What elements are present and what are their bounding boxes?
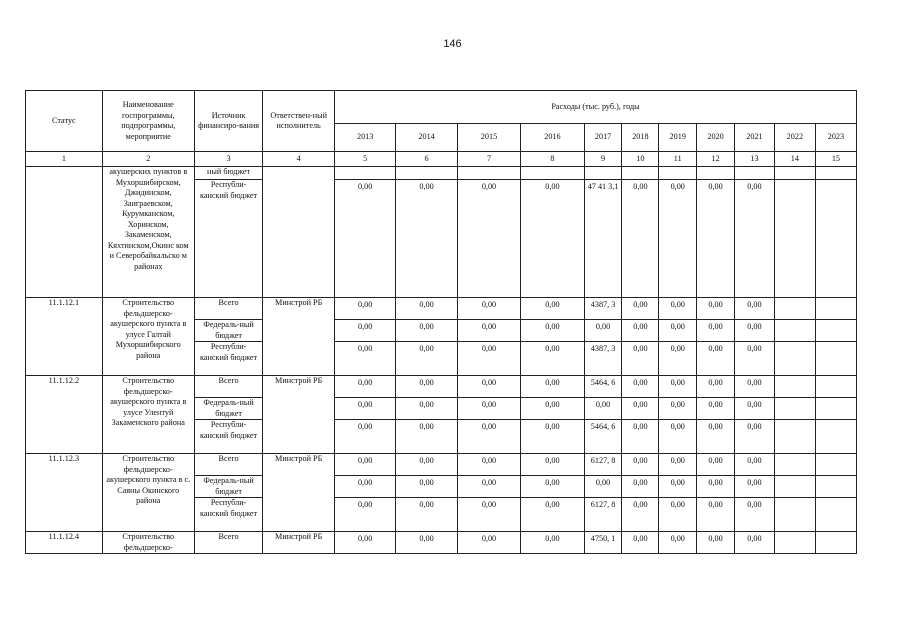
value-cell: 0,00	[396, 498, 457, 532]
value-cell	[774, 454, 815, 476]
value-cell: 0,00	[521, 398, 584, 420]
value-cell	[521, 167, 584, 180]
value-cell: 0,00	[334, 498, 395, 532]
value-cell: 0,00	[697, 180, 735, 298]
value-cell: 0,00	[697, 476, 735, 498]
value-cell: 0,00	[396, 180, 457, 298]
value-cell	[815, 167, 856, 180]
year-header: 2013	[334, 124, 395, 152]
measure-name: Строительство фельдшерско-акушерского пункта в улусе Улентуй Закаменского района	[102, 376, 194, 454]
source-cell: Республи-канский бюджет	[194, 180, 263, 298]
column-number: 12	[697, 152, 735, 167]
status-code: 11.1.12.2	[26, 376, 103, 454]
source-cell: Федераль-ный бюджет	[194, 476, 263, 498]
column-number: 10	[622, 152, 659, 167]
year-header: 2023	[815, 124, 856, 152]
value-cell: 0,00	[457, 476, 520, 498]
header-status: Статус	[26, 91, 103, 152]
source-cell: ный бюджет	[194, 167, 263, 180]
value-cell: 0,00	[622, 376, 659, 398]
value-cell	[735, 167, 775, 180]
page-number: 146	[443, 38, 462, 50]
column-number: 1	[26, 152, 103, 167]
value-cell: 0,00	[334, 298, 395, 320]
value-cell: 0,00	[334, 320, 395, 342]
executor-cell: Минстрой РБ	[263, 298, 335, 376]
value-cell	[815, 398, 856, 420]
column-number: 2	[102, 152, 194, 167]
year-header: 2020	[697, 124, 735, 152]
column-number: 15	[815, 152, 856, 167]
value-cell: 0,00	[396, 420, 457, 454]
value-cell	[774, 476, 815, 498]
value-cell: 5464, 6	[584, 376, 622, 398]
value-cell: 0,00	[622, 342, 659, 376]
executor-cell	[263, 167, 335, 298]
value-cell: 0,00	[735, 398, 775, 420]
value-cell: 0,00	[735, 298, 775, 320]
value-cell: 47 41 3,1	[584, 180, 622, 298]
value-cell: 0,00	[334, 398, 395, 420]
value-cell: 0,00	[659, 420, 697, 454]
table-row	[26, 167, 857, 180]
value-cell: 0,00	[396, 320, 457, 342]
table-row	[26, 454, 857, 476]
expenses-table	[25, 90, 857, 554]
value-cell	[774, 498, 815, 532]
value-cell: 0,00	[521, 498, 584, 532]
value-cell	[622, 167, 659, 180]
value-cell: 0,00	[735, 342, 775, 376]
source-cell: Всего	[194, 532, 263, 554]
value-cell: 0,00	[457, 342, 520, 376]
value-cell	[659, 167, 697, 180]
value-cell: 0,00	[659, 454, 697, 476]
value-cell	[774, 320, 815, 342]
value-cell: 0,00	[521, 342, 584, 376]
value-cell: 0,00	[584, 398, 622, 420]
value-cell: 0,00	[622, 398, 659, 420]
column-number: 7	[457, 152, 520, 167]
value-cell	[774, 342, 815, 376]
value-cell	[774, 167, 815, 180]
value-cell: 0,00	[697, 532, 735, 554]
value-cell	[774, 180, 815, 298]
value-cell: 0,00	[334, 420, 395, 454]
value-cell	[774, 398, 815, 420]
value-cell: 0,00	[521, 420, 584, 454]
value-cell: 0,00	[457, 320, 520, 342]
table-row	[26, 532, 857, 554]
value-cell: 0,00	[622, 320, 659, 342]
header-expenses: Расходы (тыс. руб.), годы	[334, 91, 856, 124]
value-cell: 0,00	[659, 342, 697, 376]
value-cell: 0,00	[457, 420, 520, 454]
value-cell: 0,00	[697, 320, 735, 342]
value-cell: 0,00	[659, 476, 697, 498]
measure-name: акушерских пунктов в Мухоршибирском, Джидинском, Заиграевском, Курумканском, Хоринском, Закаменском, Кяхтинском,Окинс ком и Северобайкальско м районах	[102, 167, 194, 298]
value-cell: 6127, 8	[584, 498, 622, 532]
source-cell: Всего	[194, 376, 263, 398]
value-cell	[815, 342, 856, 376]
value-cell: 0,00	[396, 398, 457, 420]
value-cell: 0,00	[697, 398, 735, 420]
status-code: 11.1.12.3	[26, 454, 103, 532]
year-header: 2018	[622, 124, 659, 152]
value-cell: 0,00	[521, 298, 584, 320]
value-cell: 0,00	[396, 476, 457, 498]
value-cell: 0,00	[697, 454, 735, 476]
value-cell	[697, 167, 735, 180]
value-cell: 0,00	[697, 498, 735, 532]
value-cell: 0,00	[697, 342, 735, 376]
column-number: 11	[659, 152, 697, 167]
value-cell	[396, 167, 457, 180]
value-cell	[815, 532, 856, 554]
value-cell: 0,00	[584, 320, 622, 342]
value-cell: 0,00	[622, 532, 659, 554]
source-cell: Республи-канский бюджет	[194, 420, 263, 454]
value-cell: 0,00	[521, 454, 584, 476]
value-cell	[584, 167, 622, 180]
source-cell: Всего	[194, 298, 263, 320]
value-cell: 4387, 3	[584, 342, 622, 376]
value-cell: 0,00	[659, 298, 697, 320]
value-cell: 0,00	[396, 454, 457, 476]
column-number: 5	[334, 152, 395, 167]
value-cell: 0,00	[584, 476, 622, 498]
column-number: 9	[584, 152, 622, 167]
value-cell: 0,00	[521, 532, 584, 554]
value-cell: 0,00	[735, 320, 775, 342]
value-cell: 0,00	[622, 298, 659, 320]
value-cell: 0,00	[334, 532, 395, 554]
year-header: 2022	[774, 124, 815, 152]
executor-cell: Минстрой РБ	[263, 454, 335, 532]
header-source: Источник финансиро-вания	[194, 91, 263, 152]
status-cell	[26, 167, 103, 298]
value-cell: 0,00	[334, 180, 395, 298]
value-cell: 0,00	[334, 342, 395, 376]
value-cell: 0,00	[521, 376, 584, 398]
value-cell: 0,00	[457, 454, 520, 476]
value-cell: 0,00	[735, 498, 775, 532]
measure-name: Строительство фельдшерско-акушерского пункта в с. Саяны Окинского района	[102, 454, 194, 532]
value-cell	[334, 167, 395, 180]
value-cell	[774, 298, 815, 320]
source-cell: Республи-канский бюджет	[194, 498, 263, 532]
value-cell	[815, 180, 856, 298]
year-header: 2016	[521, 124, 584, 152]
value-cell: 0,00	[735, 454, 775, 476]
value-cell: 5464, 6	[584, 420, 622, 454]
value-cell	[815, 376, 856, 398]
source-cell: Республи-канский бюджет	[194, 342, 263, 376]
value-cell: 0,00	[622, 454, 659, 476]
value-cell	[815, 454, 856, 476]
value-cell: 0,00	[735, 420, 775, 454]
value-cell: 0,00	[396, 298, 457, 320]
value-cell: 6127, 8	[584, 454, 622, 476]
status-code: 11.1.12.1	[26, 298, 103, 376]
value-cell: 0,00	[334, 376, 395, 398]
value-cell: 0,00	[396, 532, 457, 554]
column-number: 13	[735, 152, 775, 167]
value-cell: 0,00	[735, 376, 775, 398]
year-header: 2021	[735, 124, 775, 152]
year-header: 2019	[659, 124, 697, 152]
value-cell	[815, 498, 856, 532]
value-cell	[457, 167, 520, 180]
value-cell: 0,00	[697, 420, 735, 454]
value-cell: 0,00	[697, 376, 735, 398]
source-cell: Федераль-ный бюджет	[194, 398, 263, 420]
value-cell: 0,00	[457, 532, 520, 554]
value-cell: 4387, 3	[584, 298, 622, 320]
value-cell: 0,00	[396, 376, 457, 398]
value-cell: 0,00	[622, 420, 659, 454]
header-executor: Ответствен-ный исполнитель	[263, 91, 335, 152]
value-cell: 0,00	[457, 376, 520, 398]
value-cell: 0,00	[334, 454, 395, 476]
column-number: 14	[774, 152, 815, 167]
value-cell	[774, 420, 815, 454]
value-cell	[815, 420, 856, 454]
table-row	[26, 376, 857, 398]
value-cell: 0,00	[622, 498, 659, 532]
value-cell: 0,00	[735, 180, 775, 298]
value-cell	[815, 476, 856, 498]
value-cell	[815, 298, 856, 320]
value-cell: 0,00	[521, 476, 584, 498]
value-cell: 4750, 1	[584, 532, 622, 554]
value-cell: 0,00	[521, 320, 584, 342]
value-cell: 0,00	[697, 298, 735, 320]
measure-name: Строительство фельдшерско-акушерского пункта в улусе Галтай Мухоршибирского района	[102, 298, 194, 376]
value-cell: 0,00	[659, 498, 697, 532]
column-number: 4	[263, 152, 335, 167]
value-cell: 0,00	[659, 376, 697, 398]
source-cell: Всего	[194, 454, 263, 476]
value-cell: 0,00	[334, 476, 395, 498]
measure-name: Строительство фельдшерско-	[102, 532, 194, 554]
year-header: 2015	[457, 124, 520, 152]
value-cell	[774, 376, 815, 398]
value-cell	[815, 320, 856, 342]
executor-cell: Минстрой РБ	[263, 376, 335, 454]
value-cell	[774, 532, 815, 554]
table-row	[26, 298, 857, 320]
value-cell: 0,00	[457, 298, 520, 320]
value-cell: 0,00	[735, 532, 775, 554]
year-header: 2017	[584, 124, 622, 152]
value-cell: 0,00	[735, 476, 775, 498]
column-number: 3	[194, 152, 263, 167]
year-header: 2014	[396, 124, 457, 152]
source-cell: Федераль-ный бюджет	[194, 320, 263, 342]
column-number: 6	[396, 152, 457, 167]
value-cell: 0,00	[622, 476, 659, 498]
value-cell: 0,00	[659, 398, 697, 420]
value-cell: 0,00	[622, 180, 659, 298]
value-cell: 0,00	[659, 532, 697, 554]
value-cell: 0,00	[659, 320, 697, 342]
value-cell: 0,00	[457, 180, 520, 298]
header-name: Наименование госпрограммы, подпрограммы, мероприятие	[102, 91, 194, 152]
value-cell: 0,00	[659, 180, 697, 298]
value-cell: 0,00	[457, 498, 520, 532]
executor-cell: Минстрой РБ	[263, 532, 335, 554]
value-cell: 0,00	[396, 342, 457, 376]
value-cell: 0,00	[457, 398, 520, 420]
value-cell: 0,00	[521, 180, 584, 298]
status-code: 11.1.12.4	[26, 532, 103, 554]
column-number: 8	[521, 152, 584, 167]
